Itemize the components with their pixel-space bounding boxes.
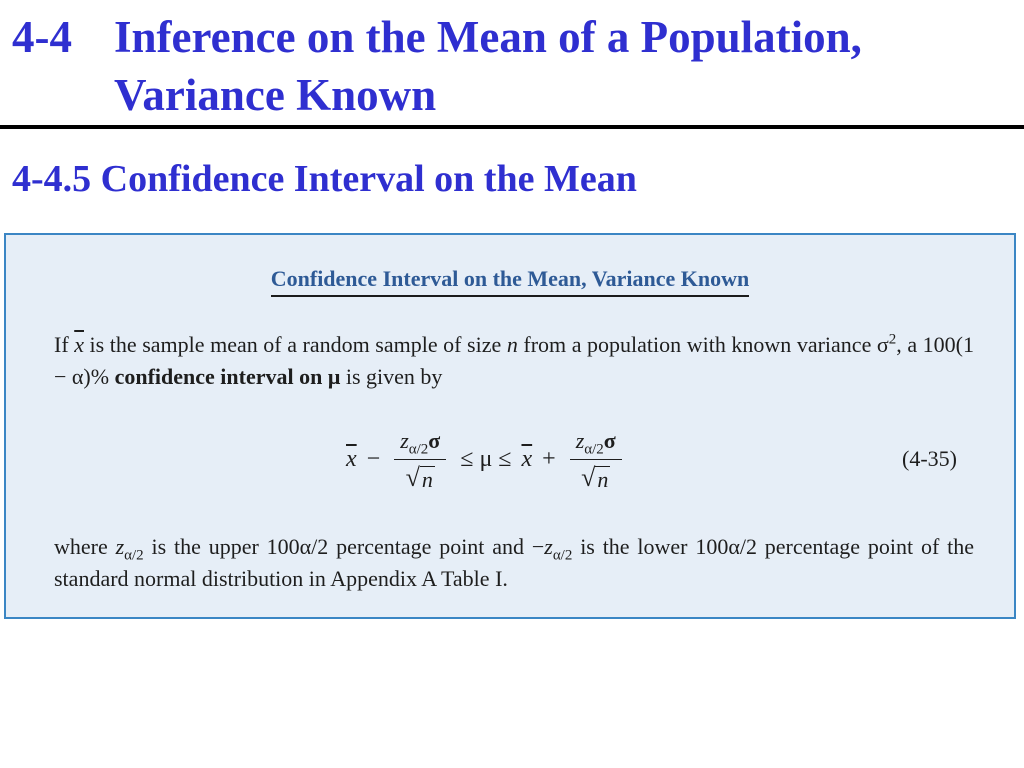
formula-xbar-right: $\overline{x}$ — [521, 445, 533, 472]
fraction-denominator — [406, 460, 435, 493]
fraction-denominator — [581, 460, 610, 493]
para1-text-3: from a population with known variance σ — [517, 332, 889, 357]
definition-paragraph — [54, 329, 974, 393]
formula-minus: − — [366, 445, 381, 472]
sigma-symbol: σ — [603, 427, 616, 453]
key-term: confidence interval on μ — [114, 364, 341, 389]
sample-size-symbol: n — [506, 332, 518, 357]
sample-mean-symbol: $\overline{x}$ — [74, 332, 84, 357]
para2-text-1: where — [54, 534, 116, 559]
para2-text-2: is the upper 100α/2 percentage point and − — [143, 534, 545, 559]
z-subscript: α/2 — [584, 440, 604, 457]
formula-xbar-left: $\overline{x}$ — [346, 445, 357, 472]
definition-box — [4, 233, 1016, 619]
z-symbol: z — [115, 534, 125, 559]
explanation-paragraph — [54, 531, 974, 595]
para1-text-2: is the sample mean of a random sample of size — [83, 332, 507, 357]
fraction-numerator — [570, 426, 622, 460]
definition-heading: Confidence Interval on the Mean, Variance Known — [271, 265, 750, 297]
z-subscript: α/2 — [408, 440, 429, 457]
para1-text-4: , a 100(1 − α)% — [54, 332, 974, 389]
definition-heading-row — [6, 265, 1014, 297]
section-number: 4-4 — [12, 12, 72, 62]
n-symbol: n — [597, 466, 609, 492]
z-subscript: α/2 — [552, 547, 573, 564]
para1-text-5: is given by — [340, 364, 443, 389]
formula-inequality: ≤ μ ≤ — [460, 445, 512, 472]
n-symbol: n — [421, 466, 433, 492]
z-symbol: z — [544, 534, 553, 559]
variance-exponent: 2 — [888, 331, 897, 348]
sqrt-icon: √ — [405, 462, 420, 492]
sigma-symbol: σ — [428, 427, 441, 453]
confidence-interval-formula — [346, 419, 626, 499]
z-symbol: z — [575, 427, 585, 453]
z-symbol: z — [400, 427, 409, 453]
title-divider — [0, 125, 1024, 129]
formula-fraction-left — [394, 426, 446, 493]
z-subscript: α/2 — [124, 547, 144, 564]
fraction-numerator — [394, 426, 446, 460]
para1-text-1: If — [54, 332, 75, 357]
sqrt-icon: √ — [581, 462, 596, 492]
equation-number: (4-35) — [902, 446, 957, 471]
page-title: Inference on the Mean of a Population, Variance Known — [114, 12, 862, 120]
subsection-heading: 4-4.5 Confidence Interval on the Mean — [12, 158, 637, 200]
formula-fraction-right — [570, 426, 622, 493]
para2-text-3: is the lower 100α/2 percentage point of the standard normal distribution in Appendix A Table I. — [54, 534, 974, 591]
formula-plus: + — [542, 445, 556, 472]
